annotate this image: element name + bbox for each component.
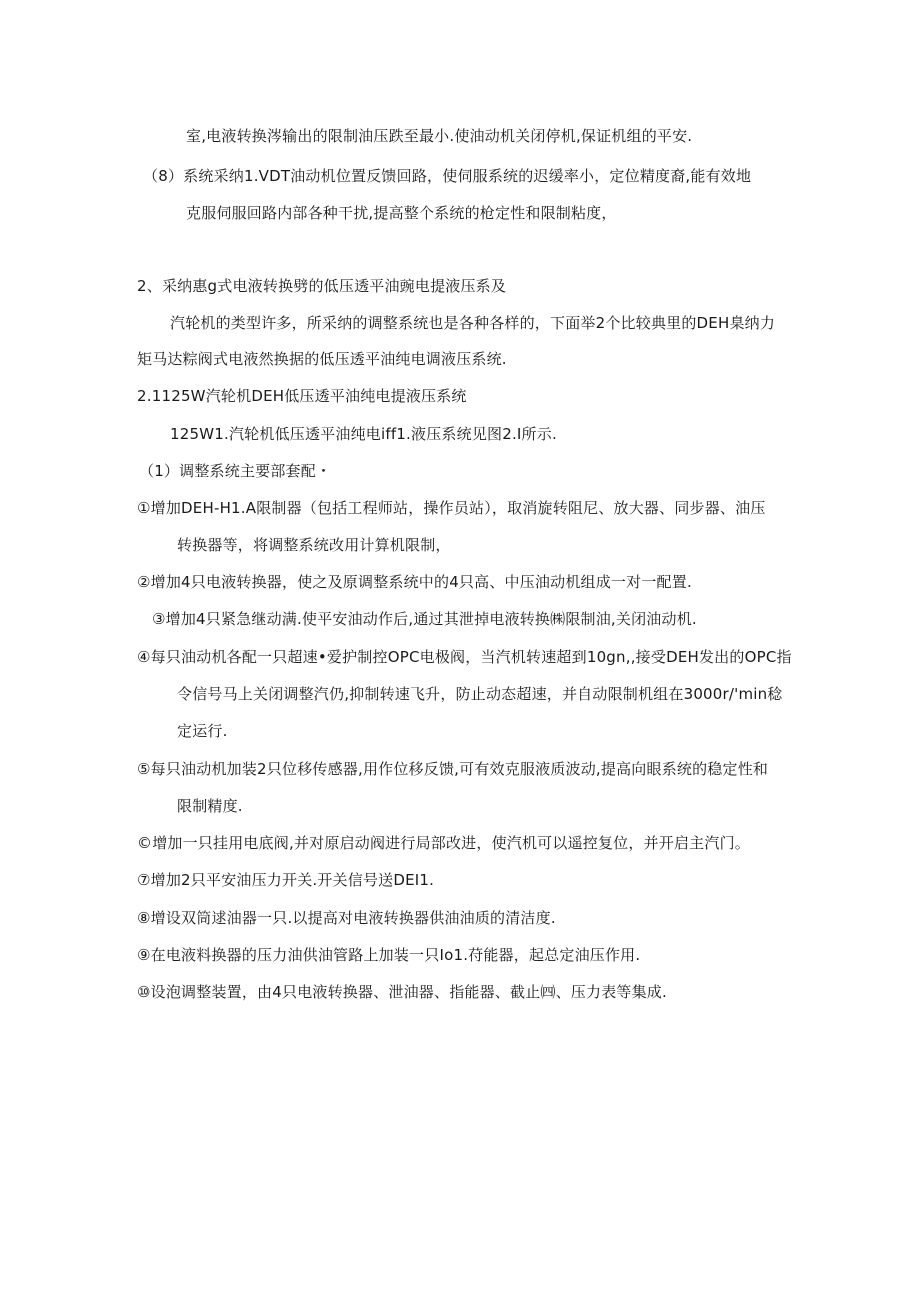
list-item: ④每只油动机各配一只超速•爱护制控OPC电极阀，当汽机转速超到10gn,,接受DEH发出的OPC指 (137, 648, 792, 666)
text-line: 克服伺服回路内部各种干扰,提高整个系统的枪定性和限制粘度， (186, 204, 617, 222)
list-item: ⑩设泡调整装置，由4只电液转换器、泄油器、指能器、截止㈣、压力表等集成. (137, 983, 667, 1001)
list-item: ⑦增加2只平安油压力开关.开关信号送DEI1. (137, 871, 435, 889)
list-item: ©增加一只挂用电底阀,并对原启动阀进行局部改进，使汽机可以遥控复位，并开启主汽门。 (137, 834, 750, 852)
text-line: 汽轮机的类型许多，所采纳的调整系统也是各种各样的，下面举2个比较典里的DEH臬纳力 (170, 314, 776, 332)
subsection-heading: 2.1125W汽轮机DEH低压透平油纯电提液压系统 (137, 387, 467, 405)
list-item: ③增加4只紧急继动满.使平安油动作后,通过其泄掉电液转换㈱限制油,关闭油动机. (152, 610, 697, 628)
list-item-continuation: 定运行. (177, 722, 228, 740)
list-item: ②增加4只电液转换器，使之及原调整系统中的4只高、中压油动机组成一对一配置. (137, 573, 692, 591)
list-item: ⑤每只油动机加装2只位移传感器,用作位移反馈,可有效克服液质波动,提高向眼系统的稳定性和 (137, 760, 769, 778)
text-line: 125W1.汽轮机低压透平油纯电iff1.液压系统见图2.I所示. (170, 425, 557, 443)
list-item-continuation: 限制精度. (177, 797, 243, 815)
list-item-continuation: 令信号马上关闭调整汽仍,抑制转速飞升，防止动态超速，并自动限制机组在3000r/'min稔 (177, 685, 783, 703)
list-item: ⑨在电液料换器的压力油供油管路上加装一只Io1.苻能器，起总定油压作用. (137, 946, 641, 964)
list-item: ①增加DEH-H1.A限制器（包括工程师站，操作员站），取消旋转阻尼、放大器、同步器、油压 (137, 499, 766, 517)
section-heading: 2、采纳惠g式电液转换劈的低压透平油豌电提液压系及 (137, 277, 507, 295)
text-line: （8）系统采纳1.VDT油动机位置反馈回路，使伺服系统的迟缓率小，定位精度裔,能有效地 (143, 167, 752, 185)
text-line: 矩马达粽阀式电液然换据的低压透平油纯电调液压系统. (137, 350, 507, 368)
list-heading: （1）调整系统主要部套配・ (139, 462, 332, 480)
text-line: 室,电液转换涔输出的限制油压跌至最小.使油动机关闭停机,保证机组的平安. (186, 127, 693, 145)
list-item: ⑧增设双筒逑油器一只.以提高对电液转换器供油油质的清洁度. (137, 909, 556, 927)
list-item-continuation: 转换器等，将调整系统改用计算机限制， (177, 536, 451, 554)
